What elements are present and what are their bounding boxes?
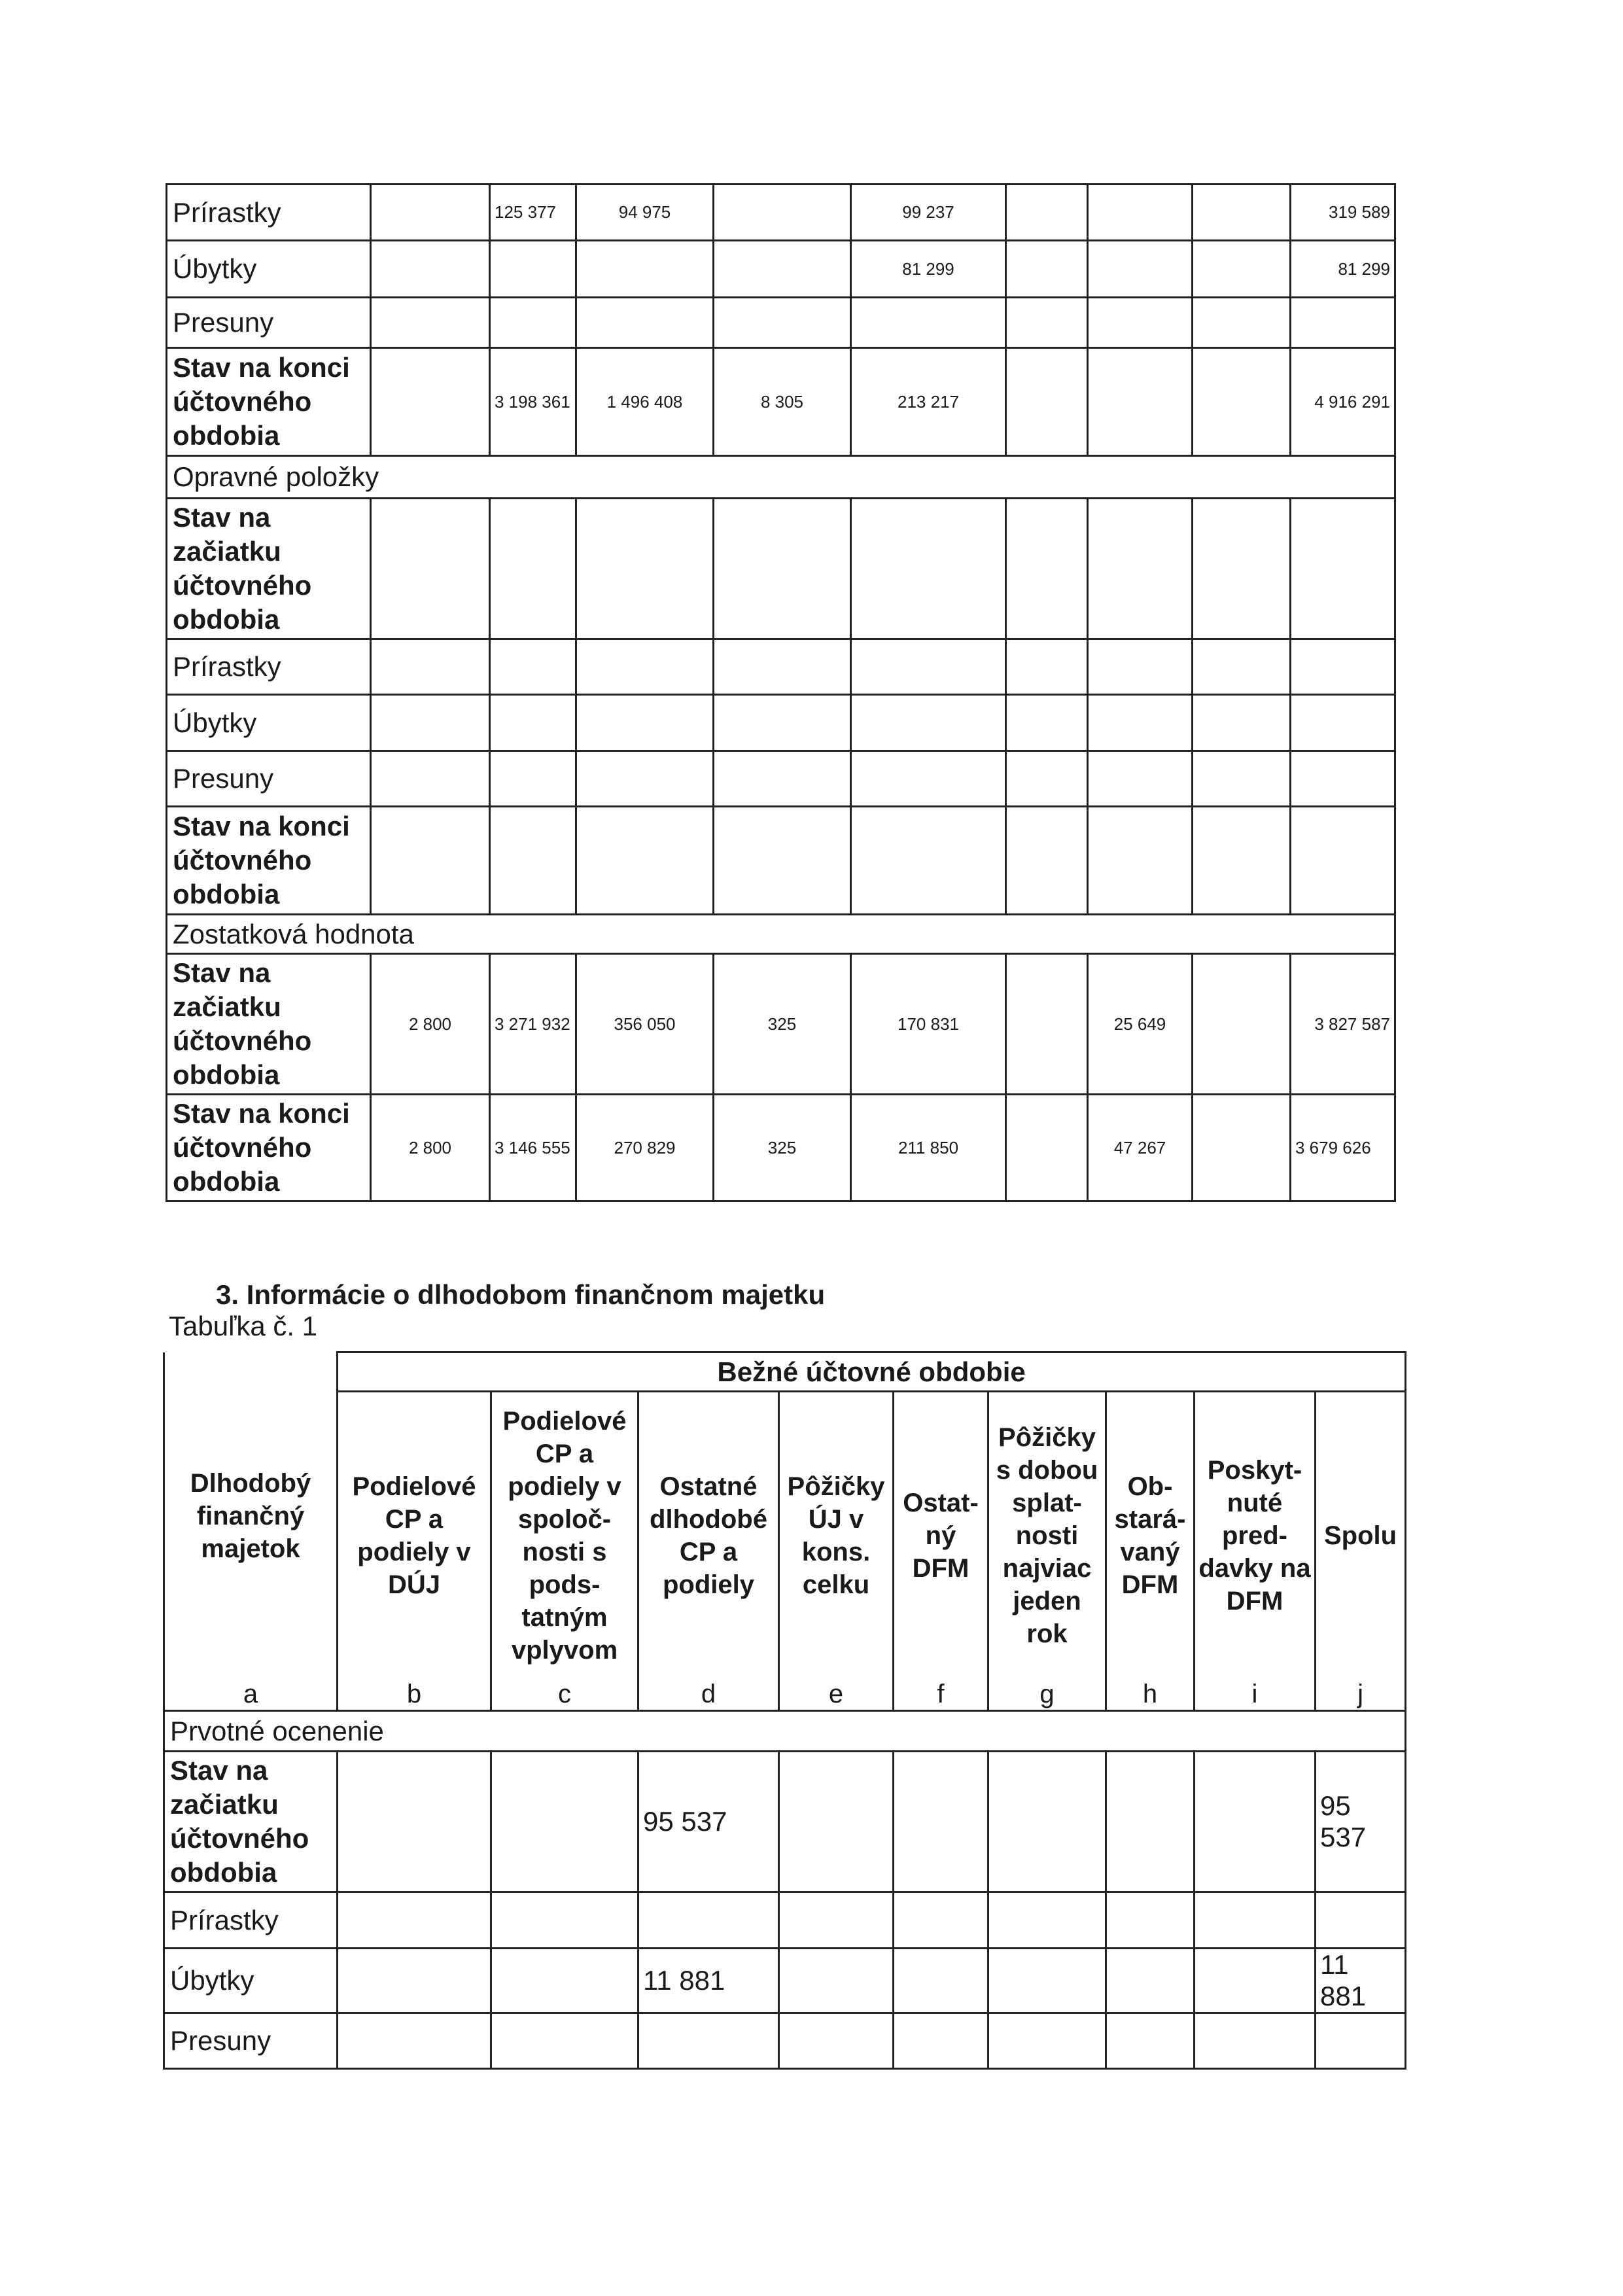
- letter-row: [164, 1680, 1406, 1711]
- row-label: Presuny: [167, 298, 371, 348]
- asset-table-continuation: [166, 183, 1396, 1202]
- cell-value: 211 850: [851, 1095, 1006, 1201]
- col-letter: i: [1195, 1680, 1316, 1711]
- col-header-i: Poskyt-nuté pred-davky na DFM: [1195, 1392, 1316, 1680]
- cell-value: 11 881: [638, 1949, 779, 2013]
- row-label: Stav na začiatku účtovného obdobia: [167, 954, 371, 1095]
- cell-value: 95 537: [1316, 1752, 1406, 1892]
- col-header-h: Ob-stará-vaný DFM: [1106, 1392, 1195, 1680]
- cell-value: 81 299: [1291, 241, 1395, 298]
- row-op-prirastky: [167, 639, 1395, 695]
- cell-value: 3 827 587: [1291, 954, 1395, 1095]
- row-op-ubytky: [167, 695, 1395, 751]
- cell-value: 8 305: [714, 348, 851, 456]
- col-header-b: Podielové CP a podiely v DÚJ: [338, 1392, 491, 1680]
- header-band-row: [164, 1352, 1406, 1392]
- col-letter: e: [779, 1680, 894, 1711]
- row-label: Úbytky: [167, 695, 371, 751]
- col-header-d: Ostatné dlhodobé CP a podiely: [638, 1392, 779, 1680]
- cell-value: 270 829: [576, 1095, 714, 1201]
- cell-value: 1 496 408: [576, 348, 714, 456]
- header-row: [164, 1392, 1406, 1680]
- cell-value: 99 237: [851, 185, 1006, 241]
- row-op-presuny: [167, 751, 1395, 807]
- row-op-stav-zaciatku: [167, 499, 1395, 639]
- section-label: Zostatková hodnota: [167, 915, 1395, 954]
- row-stav-konci: [167, 348, 1395, 456]
- col-header-f: Ostat-ný DFM: [894, 1392, 988, 1680]
- cell-value: 3 146 555: [490, 1095, 576, 1201]
- cell-value: 81 299: [851, 241, 1006, 298]
- col-letter: c: [491, 1680, 638, 1711]
- col-letter: h: [1106, 1680, 1195, 1711]
- cell-value: 3 271 932: [490, 954, 576, 1095]
- row-stav-zaciatku: [164, 1752, 1406, 1892]
- row-presuny: [167, 298, 1395, 348]
- row-prirastky: [167, 185, 1395, 241]
- row-label: Prírastky: [167, 185, 371, 241]
- row-zh-stav-konci: [167, 1095, 1395, 1201]
- row-label: Stav na začiatku účtovného obdobia: [167, 499, 371, 639]
- section-prvotne: [164, 1711, 1406, 1752]
- col-letter: f: [894, 1680, 988, 1711]
- row-label: Stav na konci účtovného obdobia: [167, 348, 371, 456]
- cell-value: 2 800: [371, 1095, 490, 1201]
- dfm-table: [163, 1351, 1406, 2070]
- cell-value: 325: [714, 1095, 851, 1201]
- row-presuny: [164, 2013, 1406, 2069]
- row-label: Stav na začiatku účtovného obdobia: [164, 1752, 338, 1892]
- col-letter: a: [164, 1680, 338, 1711]
- row-label: Prírastky: [164, 1892, 338, 1949]
- cell-value: 25 649: [1088, 954, 1193, 1095]
- row-zh-stav-zaciatku: [167, 954, 1395, 1095]
- cell-value: 2 800: [371, 954, 490, 1095]
- row-ubytky: [167, 241, 1395, 298]
- row-label: Úbytky: [164, 1949, 338, 2013]
- row-ubytky: [164, 1949, 1406, 2013]
- row-label: Úbytky: [167, 241, 371, 298]
- section-opravne: [167, 456, 1395, 499]
- col-header-g: Pôžičky s dobou splat-nosti najviac jeden rok: [988, 1392, 1106, 1680]
- row-label: Presuny: [167, 751, 371, 807]
- cell-value: 125 377: [490, 185, 576, 241]
- row-label: Stav na konci účtovného obdobia: [167, 1095, 371, 1201]
- cell-value: 3 679 626: [1291, 1095, 1395, 1201]
- col-header-a: Dlhodobý finančný majetok: [164, 1352, 338, 1680]
- col-letter: j: [1316, 1680, 1406, 1711]
- col-letter: b: [338, 1680, 491, 1711]
- row-label: Prírastky: [167, 639, 371, 695]
- section-zostatkova: [167, 915, 1395, 954]
- cell-value: 94 975: [576, 185, 714, 241]
- col-header-j: Spolu: [1316, 1392, 1406, 1680]
- cell-value: 325: [714, 954, 851, 1095]
- cell-value: 3 198 361: [490, 348, 576, 456]
- row-prirastky: [164, 1892, 1406, 1949]
- row-op-stav-konci: [167, 807, 1395, 915]
- col-header-c: Podielové CP a podiely v spoloč-nosti s pods-tatným vplyvom: [491, 1392, 638, 1680]
- col-letter: d: [638, 1680, 779, 1711]
- section-heading: 3. Informácie o dlhodobom finančnom majetku: [216, 1279, 826, 1310]
- cell-value: 11 881: [1316, 1949, 1406, 2013]
- table-label: Tabuľka č. 1: [169, 1311, 318, 1341]
- cell-value: 170 831: [851, 954, 1006, 1095]
- cell-value: 95 537: [638, 1752, 779, 1892]
- cell-value: 213 217: [851, 348, 1006, 456]
- period-band: Bežné účtovné obdobie: [338, 1352, 1406, 1392]
- cell-value: 319 589: [1291, 185, 1395, 241]
- col-header-e: Pôžičky ÚJ v kons. celku: [779, 1392, 894, 1680]
- cell-value: 356 050: [576, 954, 714, 1095]
- cell-value: 47 267: [1088, 1095, 1193, 1201]
- cell-value: 4 916 291: [1291, 348, 1395, 456]
- section-label: Opravné položky: [167, 456, 1395, 499]
- col-letter: g: [988, 1680, 1106, 1711]
- row-label: Stav na konci účtovného obdobia: [167, 807, 371, 915]
- row-label: Presuny: [164, 2013, 338, 2069]
- section-label: Prvotné ocenenie: [164, 1711, 1406, 1752]
